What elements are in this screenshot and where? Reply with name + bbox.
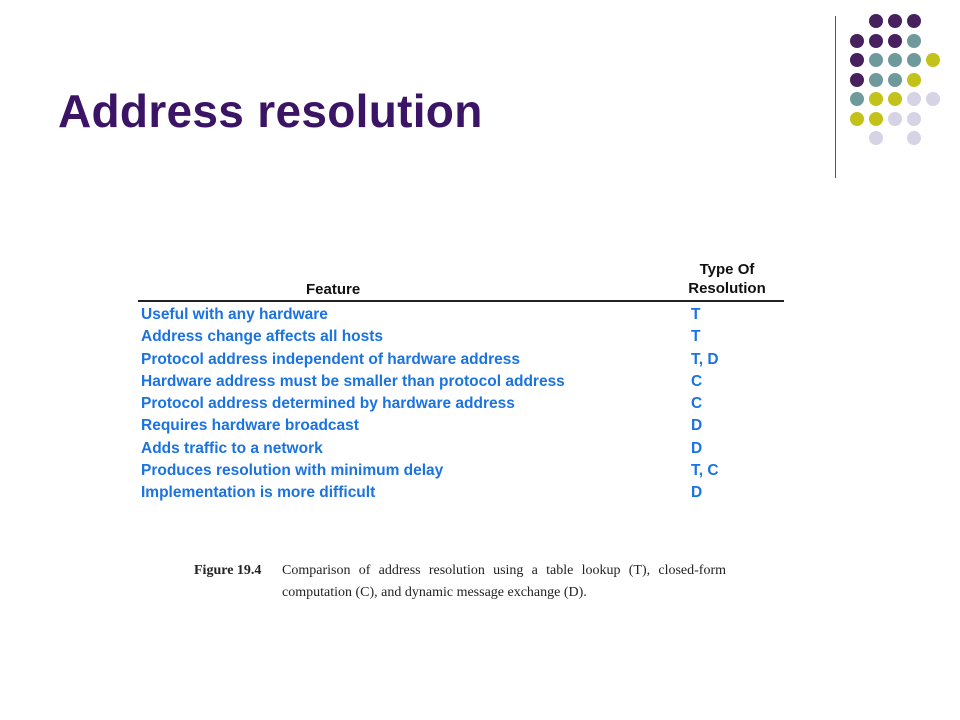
row-type: T <box>691 306 701 323</box>
row-type: T, C <box>691 462 719 480</box>
row-feature: Adds traffic to a network <box>141 439 323 457</box>
decorative-dot <box>888 53 902 67</box>
decorative-dot <box>907 112 921 126</box>
caption-text: Comparison of address resolution using a table lookup (T), closed-form computation (C), and dynamic message exchange (D). <box>282 563 726 600</box>
table-row <box>138 304 784 326</box>
header-feature: Feature <box>306 281 361 298</box>
decorative-dot <box>869 53 883 67</box>
decorative-dot <box>869 34 883 48</box>
title-divider-line <box>835 16 836 178</box>
decorative-dot <box>926 92 940 106</box>
table-row <box>138 460 784 482</box>
row-feature: Address change affects all hosts <box>141 328 384 346</box>
table-row <box>138 393 784 415</box>
decorative-dot <box>888 34 902 48</box>
decorative-dot <box>850 112 864 126</box>
slide-title: Address resolution <box>58 85 483 137</box>
decorative-dot <box>869 92 883 106</box>
header-type-line2: Resolution <box>688 280 766 297</box>
table-row <box>138 371 784 393</box>
decorative-dot <box>869 14 883 28</box>
decorative-dot <box>907 14 921 28</box>
decorative-dot <box>850 73 864 87</box>
table-row <box>138 415 784 437</box>
decorative-dot <box>907 73 921 87</box>
table-body <box>138 302 784 505</box>
row-feature: Implementation is more difficult <box>141 484 376 502</box>
row-type: T <box>691 328 701 346</box>
decorative-dot <box>888 73 902 87</box>
header-type-of-resolution <box>672 260 782 298</box>
row-feature: Produces resolution with minimum delay <box>141 462 444 480</box>
decorative-dot <box>869 112 883 126</box>
table-header <box>138 254 784 302</box>
decorative-dot <box>888 112 902 126</box>
decorative-dot <box>907 53 921 67</box>
table-row <box>138 482 784 504</box>
row-type: C <box>691 372 703 390</box>
decorative-dot <box>869 73 883 87</box>
decorative-dot <box>888 14 902 28</box>
row-feature: Hardware address must be smaller than protocol address <box>141 372 565 390</box>
row-feature: Protocol address determined by hardware address <box>141 395 515 413</box>
row-type: D <box>691 417 703 435</box>
header-type-line1: Type Of <box>699 261 755 278</box>
decorative-dot <box>869 131 883 145</box>
decorative-dot <box>907 34 921 48</box>
comparison-figure <box>138 254 784 505</box>
table-row <box>138 438 784 460</box>
row-feature: Useful with any hardware <box>141 306 328 323</box>
decorative-dot <box>888 92 902 106</box>
row-type: C <box>691 395 703 413</box>
table-row <box>138 326 784 348</box>
decorative-dot <box>850 34 864 48</box>
row-type: D <box>691 439 703 457</box>
row-feature: Requires hardware broadcast <box>141 417 359 435</box>
decorative-dot <box>850 92 864 106</box>
decorative-dot <box>926 53 940 67</box>
decorative-dot-grid <box>846 14 956 159</box>
row-feature: Protocol address independent of hardware address <box>141 350 520 368</box>
row-type: D <box>691 484 703 502</box>
decorative-dot <box>907 131 921 145</box>
caption-label: Figure 19.4 <box>194 563 262 578</box>
decorative-dot <box>850 53 864 67</box>
decorative-dot <box>907 92 921 106</box>
row-type: T, D <box>691 350 719 368</box>
table-row <box>138 349 784 371</box>
